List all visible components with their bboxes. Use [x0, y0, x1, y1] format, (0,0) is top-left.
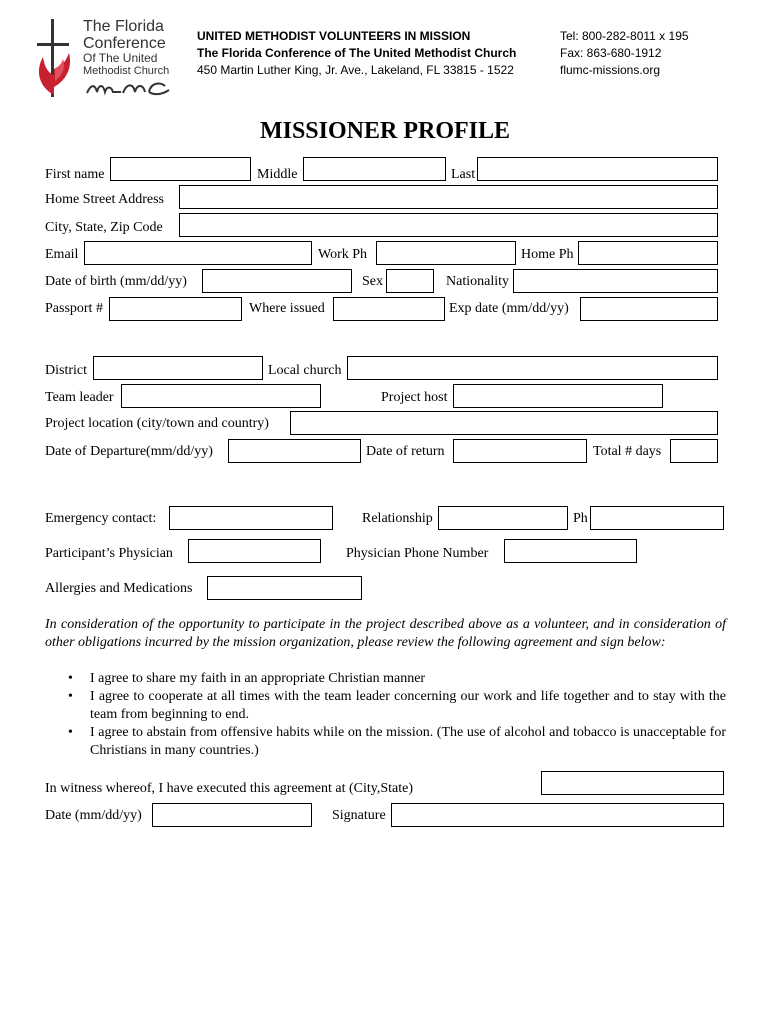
team-leader-field[interactable] — [121, 384, 321, 408]
umc-script-icon — [85, 78, 171, 98]
return-label: Date of return — [366, 444, 445, 459]
local-church-field[interactable] — [347, 356, 718, 380]
sign-date-field[interactable] — [152, 803, 312, 827]
emergency-phone-label: Ph — [573, 511, 588, 526]
emergency-contact-label: Emergency contact: — [45, 511, 157, 526]
dob-label: Date of birth (mm/dd/yy) — [45, 274, 187, 289]
departure-field[interactable] — [228, 439, 361, 463]
org-address: 450 Martin Luther King, Jr. Ave., Lakeland, FL 33815 - 1522 — [197, 63, 514, 77]
total-days-field[interactable] — [670, 439, 718, 463]
bullet: • — [68, 689, 73, 704]
agreement-text: I agree to abstain from offensive habits while on the mission. (The use of alcohol and tobacco is unacceptable for Christians in many countries.) — [90, 725, 726, 758]
bullet: • — [68, 671, 73, 686]
where-issued-field[interactable] — [333, 297, 445, 321]
middle-name-field[interactable] — [303, 157, 446, 181]
agreement-text: I agree to share my faith in an appropriate Christian manner — [90, 671, 426, 686]
witness-location-field[interactable] — [541, 771, 724, 795]
logo-line-4: Methodist Church — [83, 65, 170, 77]
district-field[interactable] — [93, 356, 263, 380]
project-location-label: Project location (city/town and country) — [45, 416, 269, 431]
nationality-field[interactable] — [513, 269, 718, 293]
agreement-list — [45, 670, 726, 760]
dob-field[interactable] — [202, 269, 352, 293]
physician-label: Participant’s Physician — [45, 546, 173, 561]
org-fax: Fax: 863-680-1912 — [560, 46, 662, 60]
org-tel: Tel: 800-282-8011 x 195 — [560, 29, 689, 43]
project-host-field[interactable] — [453, 384, 663, 408]
sex-field[interactable] — [386, 269, 434, 293]
emergency-phone-field[interactable] — [590, 506, 724, 530]
total-days-label: Total # days — [593, 444, 662, 459]
logo-line-1: The Florida — [83, 18, 164, 35]
org-web: flumc-missions.org — [560, 63, 661, 77]
exp-date-field[interactable] — [580, 297, 718, 321]
home-street-field[interactable] — [179, 185, 718, 209]
project-host-label: Project host — [381, 390, 448, 405]
cross-and-flame-icon — [33, 17, 81, 101]
home-phone-field[interactable] — [578, 241, 718, 265]
passport-field[interactable] — [109, 297, 242, 321]
first-name-field[interactable] — [110, 157, 251, 181]
sex-label: Sex — [362, 274, 383, 289]
work-phone-label: Work Ph — [318, 247, 368, 262]
signature-label: Signature — [332, 808, 386, 823]
return-field[interactable] — [453, 439, 587, 463]
middle-name-label: Middle — [257, 167, 298, 182]
agreement-intro: In consideration of the opportunity to participate in the project described above as a volunteer, and in consideration of other obligations incurred by the mission organization, please review the following agreement and sign below: — [45, 617, 726, 650]
org-conference: The Florida Conference of The United Methodist Church — [197, 46, 517, 60]
last-name-field[interactable] — [477, 157, 718, 181]
physician-phone-field[interactable] — [504, 539, 637, 563]
exp-date-label: Exp date (mm/dd/yy) — [449, 301, 569, 316]
signature-field[interactable] — [391, 803, 724, 827]
physician-phone-label: Physician Phone Number — [346, 546, 489, 561]
home-street-label: Home Street Address — [45, 192, 164, 207]
where-issued-label: Where issued — [249, 301, 325, 316]
first-name-label: First name — [45, 167, 105, 182]
project-location-field[interactable] — [290, 411, 718, 435]
work-phone-field[interactable] — [376, 241, 516, 265]
agreement-item — [68, 688, 726, 724]
nationality-label: Nationality — [446, 274, 509, 289]
email-label: Email — [45, 247, 79, 262]
agreement-item — [68, 670, 726, 688]
district-label: District — [45, 363, 87, 378]
physician-field[interactable] — [188, 539, 321, 563]
sign-date-label: Date (mm/dd/yy) — [45, 808, 142, 823]
allergies-field[interactable] — [207, 576, 362, 600]
departure-label: Date of Departure(mm/dd/yy) — [45, 444, 213, 459]
emergency-contact-field[interactable] — [169, 506, 333, 530]
city-state-zip-label: City, State, Zip Code — [45, 220, 163, 235]
bullet: • — [68, 725, 73, 740]
local-church-label: Local church — [268, 363, 342, 378]
passport-label: Passport # — [45, 301, 103, 316]
allergies-label: Allergies and Medications — [45, 581, 193, 596]
logo-line-3: Of The United — [83, 51, 158, 65]
last-name-label: Last — [451, 167, 476, 182]
page-title: MISSIONER PROFILE — [259, 118, 511, 144]
org-name: UNITED METHODIST VOLUNTEERS IN MISSION — [197, 29, 471, 43]
team-leader-label: Team leader — [45, 390, 114, 405]
relationship-field[interactable] — [438, 506, 568, 530]
relationship-label: Relationship — [362, 511, 433, 526]
witness-label: In witness whereof, I have executed this agreement at (City,State) — [45, 781, 414, 796]
city-state-zip-field[interactable] — [179, 213, 718, 237]
agreement-item — [68, 724, 726, 760]
home-phone-label: Home Ph — [521, 247, 574, 262]
logo-line-2: Conference — [83, 35, 166, 52]
email-field[interactable] — [84, 241, 312, 265]
agreement-text: I agree to cooperate at all times with the team leader concerning our work and life together and to stay with the team from beginning to end. — [90, 689, 726, 722]
